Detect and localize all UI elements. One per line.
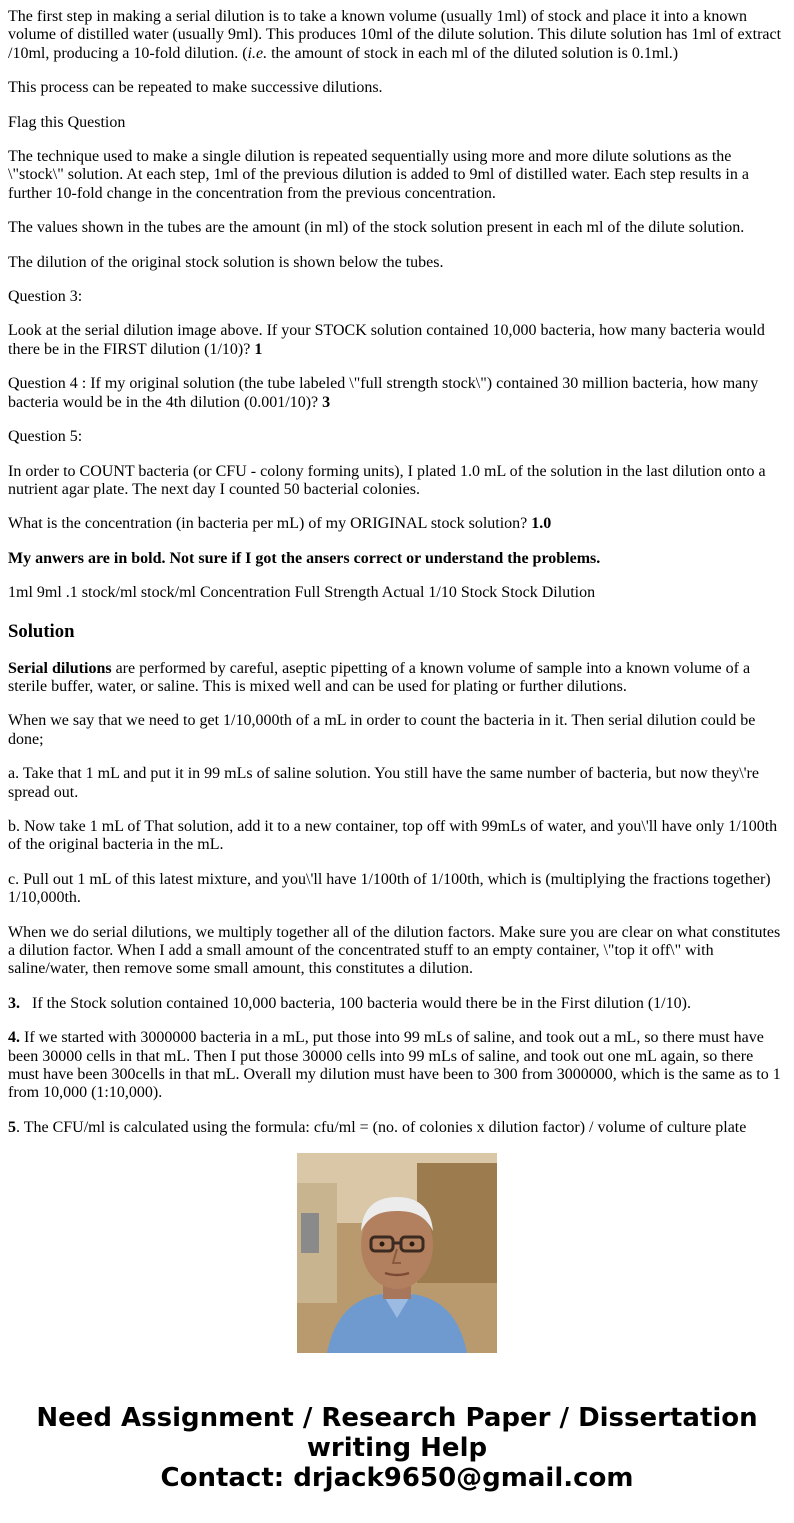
technique-paragraph: The technique used to make a single dilution is repeated sequentially using more and more dilute solutions as the \"stock\" solution. At each step, 1ml of the previous dilution is added to 9ml of distilled water. Each step results in a further 10-fold change in the concentration from the previous concentration. (8, 148, 749, 202)
intro-text-italic: i.e. (247, 44, 268, 62)
question-5-context: In order to COUNT bacteria (or CFU - colony forming units), I plated 1.0 mL of the solution in the last dilution onto a nutrient agar plate. The next day I counted 50 bacterial colonies. (8, 462, 766, 498)
repeat-paragraph: This process can be repeated to make successive dilutions. (8, 79, 383, 97)
answer-3 (8, 995, 786, 1013)
flag-question-text: Flag this Question (8, 113, 126, 131)
intro-text-a: The first step in making a serial dilution is to take a known volume (usually 1ml) of stock and place it into a known volume of distilled water (usually 9ml). This produces 10ml of the dilute solution. This dilute solution has 1ml of extract /10ml, producing a 10-fold dilution. ( (8, 8, 782, 62)
solution-paragraph-2: When we say that we need to get 1/10,000th of a mL in order to count the bacteria in it. Then serial dilution could be done; (8, 712, 756, 748)
answer-4-number: 4. (8, 1029, 20, 1047)
contact-line-1: Need Assignment / Research Paper / Dissertation (36, 1403, 758, 1433)
answers-note (8, 550, 786, 568)
author-avatar (297, 1153, 497, 1353)
answer-3-number: 3. (8, 994, 20, 1012)
contact-line-2: writing Help (306, 1433, 488, 1463)
question-5 (8, 515, 786, 533)
question-5-label: Question 5: (8, 428, 83, 446)
document-content (8, 0, 786, 1136)
question-3-answer: 1 (254, 340, 263, 358)
author-photo-illustration (297, 1153, 497, 1353)
question-3-text: Look at the serial dilution image above. If your STOCK solution contained 10,000 bacteria, how many bacteria would there be in the FIRST dilution (1/10)? (8, 322, 765, 358)
solution-step-a: a. Take that 1 mL and put it in 99 mLs of saline solution. You still have the same number of bacteria, but now they\'re spread out. (8, 765, 759, 801)
solution-intro-rest: are performed by careful, aseptic pipetting of a known volume of sample into a known volume of a sterile buffer, water, or saline. This is mixed well and can be used for plating or further dilutions. (8, 659, 751, 695)
answers-note-text: My anwers are in bold. Not sure if I got the ansers correct or understand the problems. (8, 549, 601, 567)
answer-5-number: 5 (8, 1118, 16, 1136)
dilution-shown-paragraph: The dilution of the original stock solution is shown below the tubes. (8, 253, 444, 271)
answer-5-text: . The CFU/ml is calculated using the formula: cfu/ml = (no. of colonies x dilution factor) / volume of culture plate (16, 1118, 747, 1136)
solution-intro (8, 660, 786, 697)
question-3 (8, 322, 786, 359)
solution-intro-bold: Serial dilutions (8, 659, 112, 677)
tube-values-paragraph: The values shown in the tubes are the amount (in ml) of the stock solution present in each ml of the dilute solution. (8, 219, 745, 237)
question-4-text: Question 4 : If my original solution (the tube labeled \"full strength stock\") contained 30 million bacteria, how many bacteria would be in the 4th dilution (0.001/10)? (8, 375, 759, 411)
contact-banner (0, 1403, 794, 1493)
solution-step-b: b. Now take 1 mL of That solution, add it to a new container, top off with 99mLs of water, and you\'ll have only 1/100th of the original bacteria in the mL. (8, 817, 778, 854)
answer-4 (8, 1029, 786, 1103)
question-5-text: What is the concentration (in bacteria per mL) of my ORIGINAL stock solution? (8, 515, 532, 533)
answer-4-text: If we started with 3000000 bacteria in a mL, put those into 99 mLs of saline, and took out a mL, so there must have been 30000 cells in that mL. Then I put those 30000 cells into 99 mLs of saline, and took out one mL again, so there must have been 300cells in that mL. Overall my dilution must have been to 300 from 3000000, which is the same as to 1 from 10,000 (1:10,000). (8, 1029, 781, 1102)
solution-paragraph-6: When we do serial dilutions, we multiply together all of the dilution factors. Make sure you are clear on what constitutes a dilution factor. When I add a small amount of the concentrated stuff to an empty container, \"top it off\" with saline/water, then remove some small amount, this constitutes a dilution. (8, 923, 781, 978)
question-4 (8, 375, 786, 412)
answer-3-text: If the Stock solution contained 10,000 bacteria, 100 bacteria would there be in the First dilution (1/10). (20, 994, 691, 1012)
question-5-answer: 1.0 (531, 515, 552, 533)
intro-text-b: the amount of stock in each ml of the diluted solution is 0.1ml.) (267, 44, 679, 62)
solution-heading: Solution (8, 620, 75, 642)
solution-step-c: c. Pull out 1 mL of this latest mixture, and you\'ll have 1/100th of 1/100th, which is (multiplying the fractions together) 1/10,000th. (8, 870, 771, 907)
question-4-answer: 3 (322, 393, 331, 411)
contact-email[interactable]: Contact: drjack9650@gmail.com (160, 1463, 634, 1493)
intro-paragraph (8, 8, 786, 63)
promo-section (0, 1123, 794, 1523)
figure-text: 1ml 9ml .1 stock/ml stock/ml Concentration Full Strength Actual 1/10 Stock Stock Dilution (8, 584, 596, 602)
question-3-label: Question 3: (8, 288, 83, 306)
